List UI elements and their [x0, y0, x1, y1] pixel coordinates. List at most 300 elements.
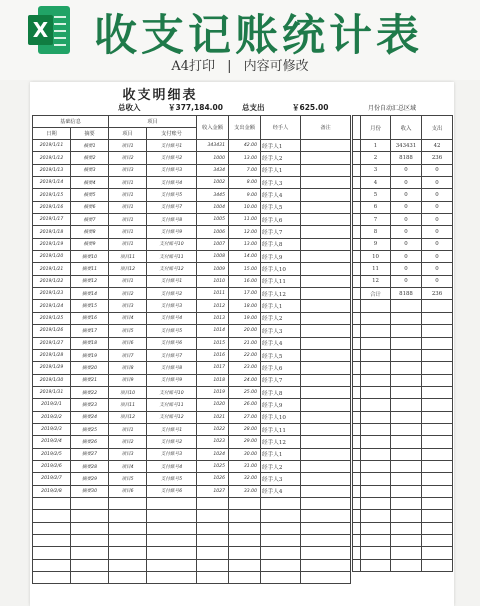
- cell-month: 合计: [361, 288, 391, 300]
- spacer-cell: [353, 238, 361, 250]
- cell-month: [361, 300, 391, 312]
- cell-date: 2019/1/14: [33, 177, 71, 189]
- cell-income: 1015: [197, 337, 229, 349]
- cell-account: 支付账号12: [147, 263, 197, 275]
- empty-row: [353, 337, 453, 349]
- table-row: [33, 177, 351, 189]
- cell-date: 2019/1/15: [33, 189, 71, 201]
- cell-date: 2019/1/16: [33, 201, 71, 213]
- cell-month: [361, 473, 391, 485]
- cell-month-expense: [422, 300, 453, 312]
- spacer-cell: [353, 116, 361, 140]
- cell-month-income: [391, 473, 422, 485]
- cell-handler: 经手人9: [261, 399, 301, 411]
- monthly-row: [353, 214, 453, 226]
- empty-cell: [261, 497, 301, 509]
- cell-month-expense: [422, 312, 453, 324]
- cell-income: 3445: [197, 189, 229, 201]
- cell-month-expense: [422, 337, 453, 349]
- table-row: [33, 349, 351, 361]
- cell-remark: [301, 263, 351, 275]
- empty-cell: [33, 572, 71, 584]
- empty-cell: [229, 559, 261, 571]
- empty-cell: [261, 559, 301, 571]
- cell-month: [361, 423, 391, 435]
- cell-account: 支付账号5: [147, 325, 197, 337]
- cell-month-expense: [422, 374, 453, 386]
- cell-month: [361, 374, 391, 386]
- cell-handler: 经手人1: [261, 300, 301, 312]
- empty-cell: [261, 547, 301, 559]
- cell-income: 1016: [197, 349, 229, 361]
- table-row: [33, 263, 351, 275]
- cell-summary: 摘要23: [71, 399, 109, 411]
- table-row: [33, 485, 351, 497]
- cell-expense: 31.00: [229, 460, 261, 472]
- empty-cell: [261, 572, 301, 584]
- cell-month-income: 0: [391, 189, 422, 201]
- table-row: [33, 337, 351, 349]
- cell-income: 1026: [197, 473, 229, 485]
- cell-month-expense: 0: [422, 263, 453, 275]
- cell-month: 2: [361, 152, 391, 164]
- cell-month-expense: 0: [422, 226, 453, 238]
- cell-remark: [301, 337, 351, 349]
- cell-remark: [301, 251, 351, 263]
- cell-expense: 14.00: [229, 251, 261, 263]
- cell-date: 2019/1/23: [33, 288, 71, 300]
- empty-cell: [229, 497, 261, 509]
- empty-cell: [109, 572, 147, 584]
- cell-month-income: [391, 448, 422, 460]
- cell-expense: 13.00: [229, 152, 261, 164]
- cell-project: 项目12: [109, 263, 147, 275]
- cell-expense: 10.00: [229, 201, 261, 213]
- empty-row: [353, 349, 453, 361]
- empty-row: [33, 572, 351, 584]
- cell-expense: 16.00: [229, 275, 261, 287]
- table-row: [33, 386, 351, 398]
- cell-summary: 摘要14: [71, 288, 109, 300]
- empty-row: [353, 510, 453, 522]
- cell-income: 1012: [197, 300, 229, 312]
- feature-print: A4打印: [171, 59, 215, 74]
- cell-month: 1: [361, 140, 391, 152]
- group-project: 项目: [109, 116, 197, 128]
- spacer-cell: [353, 436, 361, 448]
- empty-cell: [71, 547, 109, 559]
- cell-project: 项目1: [109, 140, 147, 152]
- spacer-cell: [353, 337, 361, 349]
- empty-cell: [71, 559, 109, 571]
- table-row: [33, 473, 351, 485]
- cell-income: 1009: [197, 263, 229, 275]
- cell-month-expense: 236: [422, 288, 453, 300]
- cell-remark: [301, 349, 351, 361]
- cell-account: 支付账号6: [147, 337, 197, 349]
- table-row: [33, 226, 351, 238]
- cell-remark: [301, 460, 351, 472]
- cell-project: 项目1: [109, 189, 147, 201]
- cell-date: 2019/1/19: [33, 238, 71, 250]
- table-row: [33, 423, 351, 435]
- spacer-cell: [353, 214, 361, 226]
- cell-remark: [301, 164, 351, 176]
- cell-month-income: [391, 535, 422, 547]
- cell-income: 1021: [197, 411, 229, 423]
- cell-month-income: [391, 325, 422, 337]
- cell-month-income: 0: [391, 177, 422, 189]
- cell-handler: 经手人2: [261, 152, 301, 164]
- cell-month: 4: [361, 177, 391, 189]
- cell-handler: 经手人1: [261, 140, 301, 152]
- cell-handler: 经手人3: [261, 473, 301, 485]
- cell-remark: [301, 386, 351, 398]
- cell-date: 2019/2/2: [33, 411, 71, 423]
- cell-income: 1018: [197, 374, 229, 386]
- cell-month: 6: [361, 201, 391, 213]
- cell-handler: 经手人4: [261, 337, 301, 349]
- cell-date: 2019/1/21: [33, 263, 71, 275]
- cell-remark: [301, 399, 351, 411]
- monthly-row: [353, 263, 453, 275]
- spacer-cell: [353, 423, 361, 435]
- cell-remark: [301, 325, 351, 337]
- cell-month-income: 0: [391, 238, 422, 250]
- cell-month-income: [391, 386, 422, 398]
- cell-date: 2019/2/6: [33, 460, 71, 472]
- cell-summary: 摘要3: [71, 164, 109, 176]
- cell-month: 7: [361, 214, 391, 226]
- empty-cell: [71, 572, 109, 584]
- cell-expense: 22.00: [229, 349, 261, 361]
- cell-expense: 20.00: [229, 325, 261, 337]
- cell-summary: 摘要29: [71, 473, 109, 485]
- spacer-cell: [353, 485, 361, 497]
- cell-handler: 经手人5: [261, 201, 301, 213]
- cell-account: 支付账号7: [147, 201, 197, 213]
- cell-date: 2019/2/7: [33, 473, 71, 485]
- cell-month-income: [391, 423, 422, 435]
- cell-expense: 13.00: [229, 238, 261, 250]
- cell-account: 支付账号3: [147, 448, 197, 460]
- empty-row: [33, 510, 351, 522]
- cell-month: [361, 522, 391, 534]
- cell-remark: [301, 423, 351, 435]
- empty-cell: [301, 547, 351, 559]
- cell-month: 8: [361, 226, 391, 238]
- cell-account: 支付账号9: [147, 374, 197, 386]
- cell-handler: 经手人6: [261, 214, 301, 226]
- empty-row: [353, 448, 453, 460]
- cell-expense: 11.00: [229, 214, 261, 226]
- cell-summary: 摘要19: [71, 349, 109, 361]
- cell-remark: [301, 201, 351, 213]
- table-row: [33, 251, 351, 263]
- cell-month-expense: [422, 522, 453, 534]
- cell-expense: 21.00: [229, 337, 261, 349]
- empty-cell: [147, 547, 197, 559]
- cell-summary: 摘要4: [71, 177, 109, 189]
- cell-handler: 经手人5: [261, 349, 301, 361]
- empty-row: [353, 559, 453, 571]
- cell-handler: 经手人11: [261, 275, 301, 287]
- spacer-cell: [353, 374, 361, 386]
- cell-summary: 摘要9: [71, 238, 109, 250]
- cell-date: 2019/1/11: [33, 140, 71, 152]
- spacer-cell: [353, 189, 361, 201]
- monthly-summary-table: [352, 115, 453, 572]
- spacer-cell: [353, 226, 361, 238]
- cell-handler: 经手人10: [261, 263, 301, 275]
- cell-month: 5: [361, 189, 391, 201]
- cell-month: [361, 547, 391, 559]
- monthly-row: [353, 164, 453, 176]
- empty-cell: [109, 547, 147, 559]
- cell-expense: 12.00: [229, 226, 261, 238]
- cell-expense: 33.00: [229, 485, 261, 497]
- empty-cell: [301, 522, 351, 534]
- cell-income: 1017: [197, 362, 229, 374]
- spacer-cell: [353, 547, 361, 559]
- empty-cell: [197, 497, 229, 509]
- cell-month-expense: [422, 497, 453, 509]
- empty-cell: [109, 522, 147, 534]
- monthly-row: [353, 226, 453, 238]
- cell-month-expense: 0: [422, 238, 453, 250]
- empty-cell: [197, 535, 229, 547]
- cell-date: 2019/1/12: [33, 152, 71, 164]
- cell-expense: 7.00: [229, 164, 261, 176]
- cell-summary: 摘要16: [71, 312, 109, 324]
- cell-project: 项目7: [109, 349, 147, 361]
- cell-expense: 30.00: [229, 448, 261, 460]
- cell-summary: 摘要10: [71, 251, 109, 263]
- cell-income: 1027: [197, 485, 229, 497]
- cell-account: 支付账号5: [147, 189, 197, 201]
- cell-account: 支付账号7: [147, 349, 197, 361]
- table-row: [33, 436, 351, 448]
- monthly-row: [353, 177, 453, 189]
- table-row: [33, 152, 351, 164]
- spacer-cell: [353, 152, 361, 164]
- cell-month-income: 0: [391, 164, 422, 176]
- spacer-cell: [353, 251, 361, 263]
- empty-row: [353, 423, 453, 435]
- cell-month-expense: [422, 510, 453, 522]
- cell-month-income: [391, 485, 422, 497]
- empty-cell: [301, 535, 351, 547]
- cell-date: 2019/2/1: [33, 399, 71, 411]
- spacer-cell: [353, 510, 361, 522]
- cell-month-expense: [422, 448, 453, 460]
- cell-month-expense: [422, 436, 453, 448]
- empty-row: [33, 547, 351, 559]
- spacer-cell: [353, 386, 361, 398]
- col-month-expense: 支出: [422, 116, 453, 140]
- cell-account: 支付账号2: [147, 288, 197, 300]
- cell-month-income: 8188: [391, 152, 422, 164]
- empty-cell: [147, 559, 197, 571]
- cell-project: 项目5: [109, 325, 147, 337]
- cell-remark: [301, 214, 351, 226]
- cell-month-income: 0: [391, 275, 422, 287]
- feature-separator: |: [227, 59, 232, 74]
- spreadsheet-preview: [30, 82, 454, 606]
- cell-handler: 经手人2: [261, 312, 301, 324]
- cell-handler: 经手人9: [261, 251, 301, 263]
- cell-month-expense: [422, 485, 453, 497]
- cell-month-expense: 0: [422, 177, 453, 189]
- cell-handler: 经手人1: [261, 164, 301, 176]
- cell-month-expense: [422, 349, 453, 361]
- table-row: [33, 362, 351, 374]
- cell-account: 支付账号11: [147, 251, 197, 263]
- empty-cell: [301, 559, 351, 571]
- cell-account: 支付账号5: [147, 473, 197, 485]
- cell-handler: 经手人1: [261, 448, 301, 460]
- cell-project: 项目5: [109, 473, 147, 485]
- empty-row: [353, 325, 453, 337]
- cell-month: [361, 349, 391, 361]
- cell-summary: 摘要15: [71, 300, 109, 312]
- cell-expense: 9.00: [229, 189, 261, 201]
- cell-summary: 摘要2: [71, 152, 109, 164]
- spacer-cell: [353, 201, 361, 213]
- page-header: [0, 0, 480, 80]
- empty-row: [33, 535, 351, 547]
- empty-cell: [229, 510, 261, 522]
- cell-month-expense: [422, 411, 453, 423]
- empty-cell: [33, 559, 71, 571]
- cell-month-expense: [422, 362, 453, 374]
- cell-date: 2019/1/29: [33, 362, 71, 374]
- cell-income: 1014: [197, 325, 229, 337]
- table-row: [33, 238, 351, 250]
- empty-row: [353, 374, 453, 386]
- monthly-row: [353, 275, 453, 287]
- cell-month-income: [391, 337, 422, 349]
- empty-cell: [147, 510, 197, 522]
- cell-month-expense: 0: [422, 251, 453, 263]
- cell-date: 2019/1/31: [33, 386, 71, 398]
- empty-row: [353, 362, 453, 374]
- empty-cell: [197, 522, 229, 534]
- cell-month-income: [391, 362, 422, 374]
- cell-month: [361, 559, 391, 571]
- cell-summary: 摘要5: [71, 189, 109, 201]
- col-summary: 摘要: [71, 128, 109, 140]
- cell-expense: 32.00: [229, 473, 261, 485]
- cell-handler: 经手人7: [261, 226, 301, 238]
- cell-project: 项目1: [109, 201, 147, 213]
- cell-month: [361, 325, 391, 337]
- cell-remark: [301, 448, 351, 460]
- cell-handler: 经手人8: [261, 386, 301, 398]
- cell-summary: 摘要22: [71, 386, 109, 398]
- cell-summary: 摘要27: [71, 448, 109, 460]
- cell-income: 1013: [197, 312, 229, 324]
- empty-row: [353, 460, 453, 472]
- cell-account: 支付账号10: [147, 238, 197, 250]
- cell-summary: 摘要8: [71, 226, 109, 238]
- cell-summary: 摘要11: [71, 263, 109, 275]
- cell-date: 2019/1/26: [33, 325, 71, 337]
- col-expense: 支出金额: [229, 116, 261, 140]
- group-basic-info: 基础信息: [33, 116, 109, 128]
- cell-income: 1022: [197, 423, 229, 435]
- table-row: [33, 300, 351, 312]
- empty-cell: [147, 497, 197, 509]
- empty-cell: [229, 572, 261, 584]
- cell-project: 项目9: [109, 374, 147, 386]
- empty-row: [353, 386, 453, 398]
- expense-total-label: 总支出: [242, 103, 265, 112]
- table-row: [33, 399, 351, 411]
- cell-month-income: [391, 497, 422, 509]
- spacer-cell: [353, 300, 361, 312]
- spacer-cell: [353, 411, 361, 423]
- empty-cell: [33, 547, 71, 559]
- monthly-total-row: [353, 288, 453, 300]
- empty-row: [353, 535, 453, 547]
- empty-cell: [197, 510, 229, 522]
- table-row: [33, 214, 351, 226]
- cell-project: 项目1: [109, 423, 147, 435]
- empty-cell: [109, 510, 147, 522]
- cell-date: 2019/1/30: [33, 374, 71, 386]
- cell-expense: 19.00: [229, 312, 261, 324]
- table-row: [33, 325, 351, 337]
- monthly-row: [353, 238, 453, 250]
- page-title: 收支记账统计表: [94, 11, 423, 61]
- spacer-cell: [353, 140, 361, 152]
- cell-income: 1002: [197, 177, 229, 189]
- cell-date: 2019/1/25: [33, 312, 71, 324]
- cell-income: 343431: [197, 140, 229, 152]
- empty-cell: [71, 535, 109, 547]
- empty-cell: [109, 497, 147, 509]
- cell-handler: 经手人6: [261, 362, 301, 374]
- spacer-cell: [353, 497, 361, 509]
- table-row: [33, 201, 351, 213]
- cell-account: 支付账号11: [147, 399, 197, 411]
- empty-cell: [229, 547, 261, 559]
- cell-remark: [301, 177, 351, 189]
- cell-summary: 摘要21: [71, 374, 109, 386]
- cell-project: 项目1: [109, 238, 147, 250]
- empty-cell: [261, 522, 301, 534]
- spacer-cell: [353, 399, 361, 411]
- col-account: 支付账号: [147, 128, 197, 140]
- cell-date: 2019/1/22: [33, 275, 71, 287]
- cell-month: [361, 399, 391, 411]
- empty-row: [353, 300, 453, 312]
- cell-month: 12: [361, 275, 391, 287]
- cell-month-income: 0: [391, 214, 422, 226]
- cell-expense: 17.00: [229, 288, 261, 300]
- table-row: [33, 312, 351, 324]
- cell-expense: 18.00: [229, 300, 261, 312]
- cell-summary: 摘要18: [71, 337, 109, 349]
- cell-month: [361, 485, 391, 497]
- cell-income: 1023: [197, 436, 229, 448]
- monthly-row: [353, 189, 453, 201]
- cell-month-expense: 42: [422, 140, 453, 152]
- cell-income: 1024: [197, 448, 229, 460]
- table-row: [33, 189, 351, 201]
- spacer-cell: [353, 522, 361, 534]
